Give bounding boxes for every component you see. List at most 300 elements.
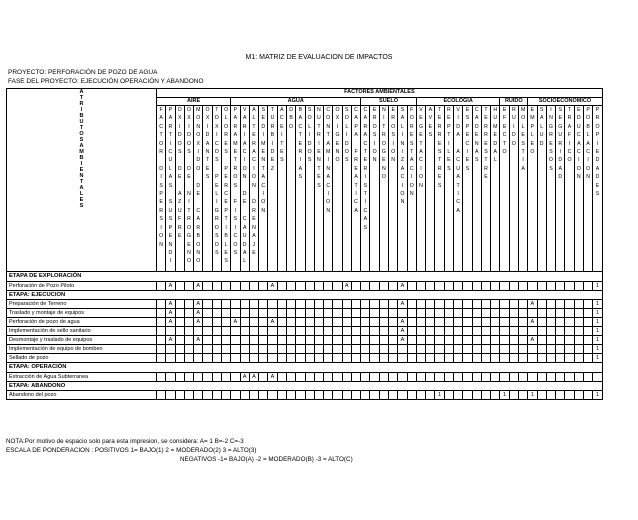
column-letter: R: [372, 115, 377, 122]
column-letter: I: [401, 132, 404, 139]
impact-cell: [277, 391, 286, 400]
impact-cell: [463, 391, 472, 400]
impact-cell: [324, 336, 333, 345]
impact-cell: [454, 300, 463, 309]
column-letter: C: [168, 149, 173, 156]
impact-cell: [518, 300, 527, 309]
impact-cell: A: [231, 318, 240, 327]
impact-cell: [277, 309, 286, 318]
impact-cell: [249, 281, 258, 290]
column-letter: C: [576, 149, 581, 156]
impact-cell: [583, 281, 592, 290]
column-letter: P: [586, 107, 590, 113]
impact-cell: A: [194, 300, 203, 309]
column-letter: O: [261, 199, 266, 206]
impact-cell: [157, 336, 166, 345]
column-letter: D: [205, 132, 210, 139]
impact-cell: [231, 345, 240, 354]
column-letter: I: [318, 140, 320, 147]
column-letter: R: [437, 123, 442, 130]
column-letter: B: [196, 233, 200, 240]
column-letter: R: [511, 107, 516, 113]
column-letter: P: [159, 191, 163, 198]
column-letter: S: [159, 182, 163, 189]
impact-cell: [314, 281, 323, 290]
column-letter: E: [298, 140, 303, 147]
impact-cell: A: [194, 336, 203, 345]
column-letter: D: [242, 191, 247, 198]
column-letter: Z: [400, 157, 405, 164]
impact-cell: [444, 327, 453, 336]
column-letter: [241, 182, 249, 190]
column-letter: A: [205, 140, 210, 147]
impact-cell: [342, 336, 351, 345]
column-letter: E: [187, 241, 191, 248]
impact-cell: [203, 345, 212, 354]
column-letter: C: [363, 140, 368, 147]
column-letter: E: [372, 107, 377, 113]
column-header: [259, 106, 268, 272]
column-letter: I: [188, 123, 190, 130]
impact-cell: [231, 391, 240, 400]
column-letter: D: [187, 132, 191, 139]
column-letter: I: [364, 199, 367, 206]
impact-cell: [286, 354, 295, 363]
header-row-factors: [7, 89, 603, 98]
column-letter: X: [215, 123, 219, 130]
column-letter: L: [345, 123, 349, 130]
impact-cell: [379, 336, 388, 345]
impact-cell: [212, 336, 221, 345]
column-header: [240, 106, 249, 272]
column-letter: A: [521, 165, 525, 172]
column-letter: I: [308, 132, 311, 139]
impact-cell: [221, 391, 230, 400]
impact-cell: [416, 327, 425, 336]
impact-cell: [491, 372, 500, 381]
column-letter: N: [576, 174, 581, 181]
impact-cell: [379, 309, 388, 318]
impact-cell: [379, 281, 388, 290]
column-letter: A: [326, 174, 330, 181]
column-letter: V: [419, 107, 423, 113]
column-letter: T: [205, 157, 210, 164]
impact-cell: [556, 318, 565, 327]
column-letter: I: [513, 123, 515, 130]
impact-cell: [351, 309, 360, 318]
column-header: [481, 106, 490, 272]
column-letter: I: [216, 132, 218, 139]
column-letter: S: [224, 258, 228, 265]
impact-cell: [509, 345, 518, 354]
column-letter: S: [233, 216, 238, 223]
column-letter: C: [456, 157, 461, 164]
column-letter: T: [437, 157, 442, 164]
activity-row: [7, 336, 603, 345]
impact-cell: [593, 372, 603, 381]
section-row: [7, 363, 603, 373]
impact-cell: [324, 354, 333, 363]
column-letter: T: [280, 140, 284, 147]
column-letter: S: [428, 132, 433, 139]
impact-cell: [444, 300, 453, 309]
impact-cell: [249, 318, 258, 327]
column-letter: R: [437, 165, 442, 172]
column-letter: D: [261, 123, 266, 130]
column-header: [454, 106, 463, 272]
impact-cell: 1: [593, 309, 603, 318]
impact-cell: [370, 318, 379, 327]
impact-cell: [556, 327, 565, 336]
impact-cell: [184, 354, 193, 363]
column-letter: E: [493, 132, 497, 139]
impact-cell: [184, 345, 193, 354]
impact-cell: [389, 354, 398, 363]
impact-cell: A: [398, 336, 407, 345]
column-letter: A: [354, 207, 358, 214]
impact-cell: [509, 300, 518, 309]
column-header: [314, 106, 323, 272]
impact-cell: [268, 391, 277, 400]
impact-cell: [342, 345, 351, 354]
column-letter: T: [168, 132, 172, 139]
impact-cell: [249, 336, 258, 345]
impact-cell: [583, 309, 592, 318]
impact-cell: [463, 372, 472, 381]
column-letter: U: [558, 132, 563, 139]
column-header: [426, 106, 435, 272]
column-letter: D: [539, 140, 544, 147]
impact-cell: [175, 309, 184, 318]
column-header: [249, 106, 258, 272]
column-letter: E: [530, 107, 535, 113]
impact-cell: [426, 281, 435, 290]
column-letter: [222, 156, 230, 164]
impact-cell: [389, 281, 398, 290]
impact-cell: [556, 336, 565, 345]
impact-cell: [546, 336, 555, 345]
impact-cell: [426, 354, 435, 363]
impact-cell: [296, 327, 305, 336]
impact-cell: [277, 354, 286, 363]
impact-cell: [398, 391, 407, 400]
impact-cell: [435, 336, 444, 345]
column-letter: R: [595, 115, 600, 122]
column-letter: X: [335, 115, 340, 122]
column-letter: R: [549, 132, 553, 139]
impact-cell: [500, 281, 509, 290]
column-header: [416, 106, 425, 272]
impact-cell: [314, 336, 323, 345]
impact-cell: [574, 309, 583, 318]
impact-cell: [472, 372, 481, 381]
column-letter: T: [363, 191, 367, 198]
column-letter: S: [391, 132, 395, 139]
column-letter: E: [363, 157, 368, 164]
impact-cell: [221, 354, 230, 363]
column-letter: D: [177, 165, 182, 172]
impact-cell: [240, 391, 249, 400]
column-letter: M: [530, 115, 535, 122]
column-letter: P: [168, 224, 173, 231]
impact-cell: [472, 354, 481, 363]
column-letter: T: [484, 157, 488, 164]
column-header: [175, 106, 184, 272]
column-letter: A: [252, 149, 256, 156]
impact-cell: [416, 345, 425, 354]
impact-cell: [379, 327, 388, 336]
impact-cell: [546, 309, 555, 318]
impact-cell: [259, 354, 268, 363]
column-letter: I: [327, 157, 329, 164]
column-letter: T: [317, 123, 321, 130]
impact-cell: [454, 309, 463, 318]
impact-cell: [454, 354, 463, 363]
impact-cell: [454, 281, 463, 290]
column-letter: P: [530, 123, 535, 130]
column-letter: S: [363, 182, 368, 189]
impact-cell: [491, 336, 500, 345]
column-letter: I: [346, 132, 348, 139]
column-letter: O: [196, 258, 201, 265]
impact-cell: [500, 309, 509, 318]
impact-cell: [379, 300, 388, 309]
column-letter: S: [447, 165, 451, 172]
column-letter: O: [196, 132, 201, 139]
impact-cell: [472, 318, 481, 327]
column-letter: E: [252, 249, 256, 256]
impact-cell: [574, 354, 583, 363]
impact-cell: [537, 281, 546, 290]
column-header: [324, 106, 333, 272]
activity-label: Desmontaje y traslado de equipos: [7, 336, 157, 345]
column-letter: S: [437, 182, 442, 189]
impact-cell: A: [249, 372, 258, 381]
column-letter: P: [447, 123, 451, 130]
column-letter: O: [567, 157, 572, 164]
impact-cell: [426, 309, 435, 318]
column-letter: S: [261, 107, 265, 113]
impact-cell: [546, 281, 555, 290]
column-letter: G: [558, 123, 563, 130]
column-letter: N: [196, 123, 201, 130]
column-letter: A: [242, 115, 247, 122]
impact-cell: [203, 309, 212, 318]
column-letter: T: [252, 123, 256, 130]
column-letter: S: [215, 249, 219, 256]
impact-cell: [240, 281, 249, 290]
impact-cell: [444, 345, 453, 354]
impact-cell: [463, 318, 472, 327]
column-letter: D: [252, 199, 256, 206]
activity-row: [7, 354, 603, 363]
impact-cell: [212, 327, 221, 336]
impact-cell: [565, 281, 574, 290]
impact-cell: [574, 318, 583, 327]
impact-cell: [333, 391, 342, 400]
impact-cell: [277, 327, 286, 336]
column-letter: C: [326, 182, 331, 189]
impact-cell: [166, 354, 175, 363]
impact-cell: [212, 372, 221, 381]
column-letter: V: [242, 107, 247, 113]
impact-cell: [491, 354, 500, 363]
column-letter: S: [363, 224, 368, 231]
column-letter: N: [252, 224, 256, 231]
impact-cell: [583, 372, 592, 381]
impact-cell: [407, 372, 416, 381]
column-letter: E: [224, 140, 228, 147]
impact-cell: A: [240, 372, 249, 381]
activity-row: [7, 309, 603, 318]
impact-cell: [556, 354, 565, 363]
column-letter: E: [233, 149, 238, 156]
impact-cell: [277, 372, 286, 381]
impact-cell: [259, 327, 268, 336]
impact-cell: [314, 391, 323, 400]
column-letter: M: [493, 123, 498, 130]
impact-cell: [333, 300, 342, 309]
impact-cell: [389, 300, 398, 309]
column-letter: N: [400, 140, 405, 147]
column-letter: B: [270, 132, 275, 139]
impact-cell: [435, 327, 444, 336]
column-letter: O: [307, 115, 312, 122]
scale-positive-text: ESCALA DE PONDERACION : POSITIVOS 1= BAJO(1) 2 = MODERADO(2) 3 = ALTO(3): [6, 447, 257, 454]
column-letter: M: [326, 149, 331, 156]
impact-cell: [472, 300, 481, 309]
column-letter: [185, 156, 193, 164]
column-header: [157, 106, 166, 272]
column-letter: A: [595, 165, 600, 172]
column-letter: C: [363, 207, 368, 214]
column-letter: D: [307, 140, 312, 147]
column-letter: E: [215, 182, 219, 189]
column-letter: O: [214, 241, 219, 248]
column-header: [518, 106, 527, 272]
column-letter: A: [419, 149, 423, 156]
impact-cell: [277, 318, 286, 327]
column-letter: O: [196, 115, 201, 122]
impact-cell: [426, 300, 435, 309]
impact-cell: [481, 345, 490, 354]
column-letter: S: [168, 216, 173, 223]
impact-cell: [314, 300, 323, 309]
column-letter: O: [196, 241, 201, 248]
impact-cell: [314, 372, 323, 381]
impact-cell: [556, 391, 565, 400]
impact-cell: A: [398, 300, 407, 309]
column-letter: P: [224, 165, 228, 172]
column-letter: S: [345, 107, 349, 113]
activity-row: [7, 281, 603, 290]
impact-cell: [351, 327, 360, 336]
column-letter: I: [169, 258, 172, 265]
impact-cell: [463, 354, 472, 363]
column-letter: M: [520, 107, 526, 113]
impact-cell: [296, 372, 305, 381]
column-letter: G: [214, 207, 219, 214]
column-header: [565, 106, 574, 272]
impact-cell: [231, 372, 240, 381]
impact-cell: [296, 281, 305, 290]
column-letter: O: [205, 107, 210, 113]
impact-cell: [500, 372, 509, 381]
column-letter: S: [372, 132, 377, 139]
column-letter: T: [419, 140, 423, 147]
column-letter: D: [456, 123, 461, 130]
impact-cell: [342, 300, 351, 309]
impact-cell: [184, 372, 193, 381]
column-letter: C: [159, 123, 164, 130]
impact-cell: A: [194, 281, 203, 290]
impact-cell: [231, 309, 240, 318]
column-letter: N: [187, 249, 191, 256]
column-letter: C: [196, 207, 201, 214]
impact-cell: [379, 391, 388, 400]
phase-label: FASE DEL PROYECTO: EJECUCIÓN OPERACIÓN Y ABANDONO: [8, 78, 204, 85]
impact-cell: [361, 318, 370, 327]
impact-cell: [546, 318, 555, 327]
impact-cell: [509, 318, 518, 327]
impact-cell: [389, 372, 398, 381]
impact-cell: [333, 318, 342, 327]
column-letter: E: [437, 140, 442, 147]
column-letter: I: [169, 140, 172, 147]
impact-cell: [379, 318, 388, 327]
column-letter: X: [205, 115, 210, 122]
section-title: ETAPA: ABANDONO: [7, 381, 603, 391]
column-letter: E: [335, 140, 340, 147]
impact-cell: [361, 345, 370, 354]
column-letter: O: [326, 115, 331, 122]
impact-cell: [203, 318, 212, 327]
column-letter: R: [567, 115, 572, 122]
column-letter: E: [428, 123, 433, 130]
factors-header: FACTORES AMBIENTALES: [157, 89, 603, 98]
column-letter: O: [177, 107, 182, 113]
impact-cell: [518, 345, 527, 354]
impact-cell: [546, 327, 555, 336]
column-letter: E: [196, 191, 200, 198]
column-letter: G: [548, 123, 553, 130]
column-letter: O: [344, 149, 349, 156]
impact-cell: [268, 336, 277, 345]
impact-cell: [212, 354, 221, 363]
column-letter: I: [262, 132, 264, 139]
column-letter: I: [160, 224, 162, 231]
column-header: [212, 106, 221, 272]
impact-cell: [231, 300, 240, 309]
impact-cell: [407, 391, 416, 400]
column-letter: U: [168, 207, 173, 214]
column-letter: O: [242, 165, 247, 172]
activity-label: Preparación de Terreno: [7, 300, 157, 309]
column-letter: S: [474, 157, 479, 164]
impact-cell: [305, 354, 314, 363]
impact-cell: 1: [528, 391, 537, 400]
column-letter: O: [186, 140, 191, 147]
impact-cell: [296, 391, 305, 400]
impact-cell: [240, 300, 249, 309]
column-letter: I: [206, 123, 209, 130]
impact-cell: [491, 300, 500, 309]
impact-cell: [389, 391, 398, 400]
column-header: [509, 106, 518, 272]
impact-cell: 1: [435, 391, 444, 400]
column-letter: [176, 156, 184, 164]
impact-cell: [296, 300, 305, 309]
